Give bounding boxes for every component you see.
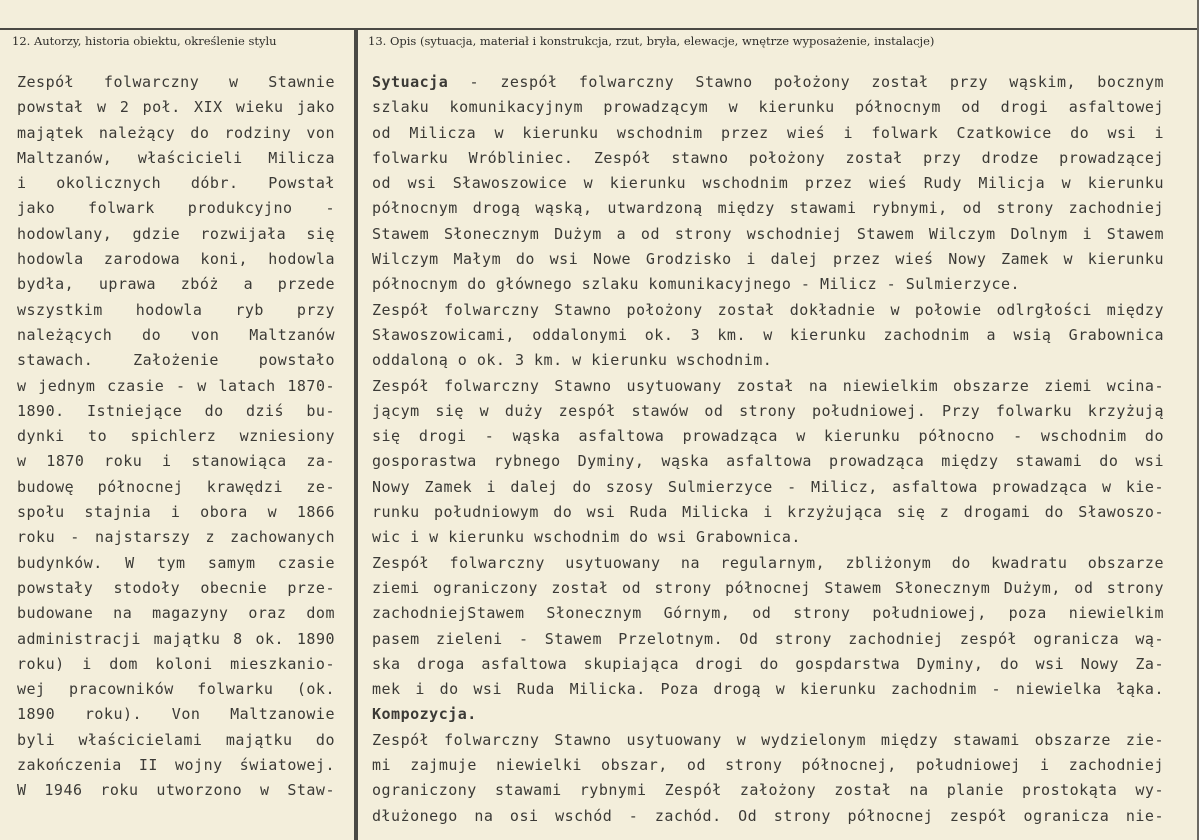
description-text: dłużonego na osi wschód - zachód. Od strony północnej zespół ogranicza nie- <box>372 806 1164 825</box>
history-text-line: roku) i dom koloni mieszkanio- <box>17 654 335 673</box>
description-text: mek i do wsi Ruda Milicka. Poza drogą w kierunku zachodnim - niewielka łąka. <box>372 680 1164 699</box>
section-heading: Kompozycja. <box>372 705 477 724</box>
description-text: Wilczym Małym do wsi Nowe Grodzisko i dalej przez wieś Nowy Zamek w kierunku <box>372 250 1164 269</box>
history-text-line: powstały stodoły obecnie prze- <box>17 578 335 597</box>
description-text-column <box>372 70 1164 829</box>
history-text-line: Maltzanów, właścicieli Milicza <box>17 148 335 167</box>
description-text: się drogi - wąska asfaltowa prowadząca w kierunku północno - wschodnim do <box>372 427 1164 446</box>
history-text-line: 1890 roku). Von Maltzanowie <box>17 705 335 724</box>
description-text: Stawem Słonecznym Dużym a od strony wschodniej Stawem Wilczym Dolnym i Stawem <box>372 224 1164 243</box>
description-text: północnym drogą wąską, utwardzoną między stawami rybnymi, od strony zachodniej <box>372 199 1164 218</box>
description-text-line <box>372 652 1164 677</box>
history-text-line: byli właścicielami majątku do <box>17 730 335 749</box>
history-text-line: w jednym czasie - w latach 1870- <box>17 376 335 395</box>
description-text: zachodniejStawem Słonecznym Górnym, od strony południowej, poza niewielkim <box>372 604 1164 623</box>
description-text: Nowy Zamek i dalej do szosy Sulmierzyce - Milicz, asfaltowa prowadząca w kie- <box>372 477 1164 496</box>
description-text: Zespół folwarczny Stawno usytuowany został na niewielkim obszarze ziemi wcina- <box>372 376 1164 395</box>
description-text: jącym się w duży zespół stawów od strony południowej. Przy folwarku krzyżują <box>372 401 1164 420</box>
description-text-line <box>372 677 1164 702</box>
description-text-line <box>372 121 1164 146</box>
description-text: pasem zieleni - Stawem Przelotnym. Od strony zachodniej zespół ogranicza wą- <box>372 629 1164 648</box>
description-text-line <box>372 424 1164 449</box>
description-text-line <box>372 804 1164 829</box>
description-text-line <box>372 247 1164 272</box>
history-text-line: budynków. W tym samym czasie <box>17 553 335 572</box>
description-text: ziemi ograniczony został od strony północnej Stawem Słonecznym Dużym, od strony <box>372 578 1164 597</box>
description-text: szlaku komunikacyjnym prowadzącym w kierunku północnym od drogi asfaltowej <box>372 98 1164 117</box>
description-text-line <box>372 272 1164 297</box>
history-text-line: hodowla zarodowa koni, hodowla <box>17 250 335 269</box>
history-text-line: budowane na magazyny oraz dom <box>17 604 335 623</box>
section-heading: Sytuacja <box>372 73 449 91</box>
description-text: gosporastwa rybnego Dyminy, wąska asfaltowa prowadząca między stawami do wsi <box>372 452 1164 471</box>
history-text-line: wej pracowników folwarku (ok. <box>17 680 335 699</box>
description-text: runku południowym do wsi Ruda Milicka i krzyżująca się z drogami do Sławoszo- <box>372 503 1164 522</box>
description-text: oddaloną o ok. 3 km. w kierunku wschodnim. <box>372 351 773 370</box>
description-text: Zespół folwarczny usytuowany na regularnym, zbliżonym do kwadratu obszarze <box>372 553 1164 572</box>
description-text-line <box>372 449 1164 474</box>
description-text-line <box>372 728 1164 753</box>
description-text-line <box>372 348 1164 373</box>
description-text-line <box>372 778 1164 803</box>
history-text-line: majątek należący do rodziny von <box>17 123 335 142</box>
description-text-line <box>372 196 1164 221</box>
description-text: Zespół folwarczny Stawno usytuowany w wydzielonym między stawami obszarze zie- <box>372 730 1164 749</box>
history-text-column <box>17 70 335 804</box>
description-text-line <box>372 222 1164 247</box>
description-text-line <box>372 627 1164 652</box>
description-text: od wsi Sławoszowice w kierunku wschodnim przez wieś Rudy Milicja w kierunku <box>372 174 1164 193</box>
history-text-line: administracji majątku 8 ok. 1890 <box>17 629 335 648</box>
history-text-line: jako folwark produkcyjno - <box>17 199 335 218</box>
history-text-line: W 1946 roku utworzono w Staw- <box>17 781 335 800</box>
description-text-line <box>372 399 1164 424</box>
description-text-line <box>372 551 1164 576</box>
description-text-line <box>372 475 1164 500</box>
history-text-line: hodowlany, gdzie rozwijała się <box>17 224 335 243</box>
description-text: folwarku Wróbliniec. Zespół stawno położony został przy drodze prowadzącej <box>372 148 1164 167</box>
description-text-line <box>372 500 1164 525</box>
history-text-line: społu stajnia i obora w 1866 <box>17 503 335 522</box>
column-divider <box>354 28 358 840</box>
history-text-line: zakończenia II wojny światowej. <box>17 756 335 775</box>
description-text-line <box>372 323 1164 348</box>
header-description: 13. Opis (sytuacja, materiał i konstrukcja, rzut, bryła, elewacje, wnętrze wyposażenie, instalacje) <box>368 34 935 48</box>
history-text-line: 1890. Istniejące do dziś bu- <box>17 401 335 420</box>
description-text: północnym do głównego szlaku komunikacyjnego - Milicz - Sulmierzyce. <box>372 275 1021 294</box>
description-text-line <box>372 95 1164 120</box>
history-text-line: i okolicznych dóbr. Powstał <box>17 174 335 193</box>
history-text-line: Zespół folwarczny w Stawnie <box>17 73 335 91</box>
description-text-line <box>372 576 1164 601</box>
description-text: od Milicza w kierunku wschodnim przez wieś i folwark Czatkowice do wsi i <box>372 123 1164 142</box>
description-text-line <box>372 525 1164 550</box>
description-text-line <box>372 171 1164 196</box>
history-text-line: wszystkim hodowla ryb przy <box>17 300 335 319</box>
description-text: - zespół folwarczny Stawno położony został przy wąskim, bocznym <box>448 73 1164 91</box>
history-text-line: roku - najstarszy z zachowanych <box>17 528 335 547</box>
description-text: Zespół folwarczny Stawno położony został dokładnie w połowie odlrgłości między <box>372 300 1164 319</box>
history-text-line: bydła, uprawa zbóż a przede <box>17 275 335 294</box>
description-text-line <box>372 70 1164 95</box>
history-text-line: w 1870 roku i stanowiąca za- <box>17 452 335 471</box>
top-rule <box>0 28 1199 30</box>
history-text-line: należących do von Maltzanów <box>17 325 335 344</box>
description-text-line <box>372 146 1164 171</box>
history-text-line: dynki to spichlerz wzniesiony <box>17 427 335 446</box>
header-authors-history: 12. Autorzy, historia obiektu, określenie stylu <box>12 34 277 48</box>
description-text-line <box>372 753 1164 778</box>
description-text-line <box>372 601 1164 626</box>
history-text-line: powstał w 2 poł. XIX wieku jako <box>17 98 335 117</box>
history-text-line: stawach. Założenie powstało <box>17 351 335 370</box>
history-text-line: budowę północnej krawędzi ze- <box>17 477 335 496</box>
description-text-line <box>372 298 1164 323</box>
description-text: ograniczony stawami rybnymi Zespół założony został na planie prostokąta wy- <box>372 781 1164 800</box>
description-text: wic i w kierunku wschodnim do wsi Grabownica. <box>372 528 801 547</box>
description-text-line <box>372 702 1164 727</box>
description-text: mi zajmuje niewielki obszar, od strony północnej, południowej i zachodniej <box>372 756 1164 775</box>
description-text: Sławoszowicami, oddalonymi ok. 3 km. w kierunku zachodnim a wsią Grabownica <box>372 325 1164 344</box>
description-text: ska droga asfaltowa skupiająca drogi do gospdarstwa Dyminy, do wsi Nowy Za- <box>372 654 1164 673</box>
description-text-line <box>372 374 1164 399</box>
